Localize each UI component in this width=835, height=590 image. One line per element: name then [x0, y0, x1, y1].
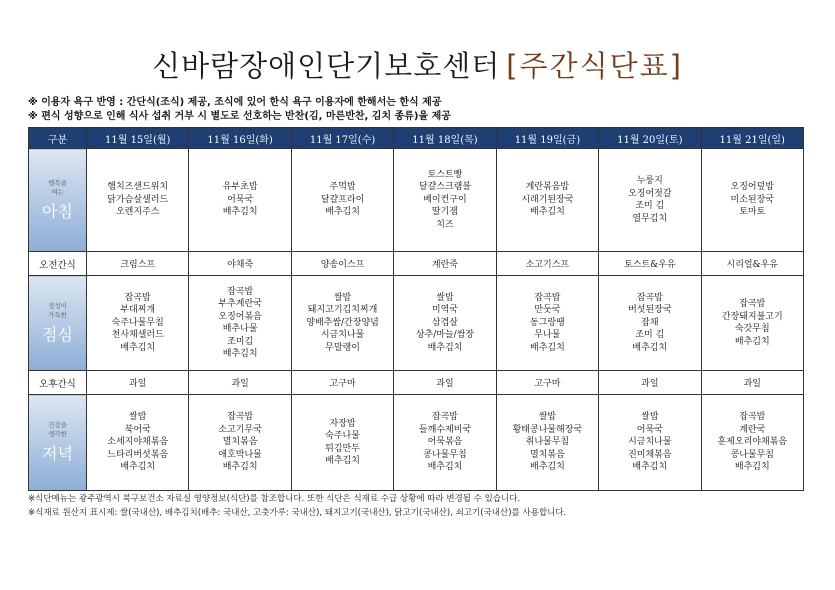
page-title: [0, 44, 835, 85]
menu-cell: [394, 395, 496, 491]
menu-item: 버섯된장국: [628, 305, 672, 316]
menu-item: 주먹밥: [329, 182, 356, 193]
menu-item: 자장밥: [329, 418, 356, 429]
snack-cell: 토스트&우유: [599, 252, 701, 276]
menu-item: 달걀스크램블: [418, 182, 472, 193]
menu-cell: [701, 276, 803, 371]
header-row: [29, 128, 804, 149]
menu-item: 황태콩나물해장국: [512, 424, 583, 435]
menu-item: 배추나물: [222, 324, 258, 334]
menu-item: 잡곡밥: [227, 412, 254, 423]
menu-item: 쌀밥: [641, 412, 659, 423]
menu-item: 배추김치: [120, 462, 156, 473]
menu-item: 튀김만두: [325, 443, 360, 454]
pm-snack-row: [29, 371, 804, 395]
menu-item: 열무김치: [632, 213, 668, 224]
menu-item: 미역국: [431, 305, 459, 316]
label-caption: 가득한: [48, 310, 67, 319]
center-name: 신바람장애인단기보호센터: [152, 49, 501, 83]
menu-item: 숙주나물: [325, 431, 360, 441]
menu-item: 배추김치: [632, 342, 668, 353]
snack-cell: 고구마: [496, 371, 598, 395]
menu-item: 치즈: [436, 219, 454, 230]
menu-item: 잡곡밥: [636, 292, 663, 303]
am-snack-row: [29, 252, 804, 276]
menu-item: 닭가슴살샐러드: [107, 194, 169, 205]
dinner-label: 저녁: [42, 444, 73, 463]
menu-item: 무나물: [534, 330, 561, 341]
dinner-row: [29, 395, 804, 491]
snack-cell: 고구마: [291, 371, 393, 395]
snack-cell: 과일: [394, 371, 496, 395]
menu-cell: [291, 149, 393, 252]
menu-item: 어묵국: [636, 424, 663, 435]
snack-cell: 과일: [701, 371, 803, 395]
menu-cell: [87, 276, 189, 371]
menu-item: 돼지고기김치찌개: [307, 305, 378, 316]
menu-item: 어묵국: [227, 194, 254, 205]
menu-item: 잡곡밥: [739, 299, 766, 309]
menu-item: 조미 김: [635, 201, 665, 211]
weekly-menu-title: [주간식단표]: [506, 49, 683, 83]
menu-cell: [189, 276, 291, 371]
menu-cell: [189, 149, 291, 252]
snack-cell: 양송이스프: [291, 252, 393, 276]
footnote-line: ※식재료 원산지 표시제: 쌀(국내산), 배추김치(배추: 국내산, 고춧가루: 국내산), 돼지고기(국내산), 닭고기(국내산), 쇠고기(국내산)를 사용합니다.: [28, 508, 567, 518]
menu-item: 들깨수제비국: [418, 424, 472, 435]
menu-item: 잡곡밥: [534, 292, 561, 303]
menu-item: 쌀밥: [538, 412, 557, 423]
header-day: 11월 20일(토): [599, 128, 701, 149]
menu-item: 양배추쌈/간장양념: [306, 317, 379, 328]
label-caption: 여는: [51, 187, 64, 196]
menu-item: 배추김치: [734, 462, 770, 473]
lunch-row: [29, 276, 804, 371]
menu-item: 토스트빵: [427, 169, 463, 180]
menu-item: 콩나물무침: [423, 449, 467, 460]
footnotes: [28, 492, 566, 520]
menu-cell: [291, 276, 393, 371]
menu-item: 오징어볶음: [218, 311, 262, 322]
menu-item: 배추김치: [734, 336, 770, 347]
menu-cell: [87, 149, 189, 252]
menu-item: 시래기된장국: [521, 194, 574, 205]
menu-cell: [599, 395, 701, 491]
am-snack-label: 오전간식: [29, 252, 87, 276]
menu-cell: [701, 149, 803, 252]
menu-item: 쌀밥: [436, 292, 454, 303]
weekly-menu-table: [28, 127, 804, 491]
menu-item: 딸기잼: [431, 207, 459, 218]
menu-item: 토마토: [739, 207, 766, 218]
menu-item: 조미 김: [635, 330, 665, 341]
menu-item: 취나물무침: [525, 437, 570, 448]
menu-item: 동그랑땡: [530, 317, 565, 328]
menu-item: 조미김: [227, 336, 254, 347]
snack-cell: 과일: [189, 371, 291, 395]
snack-cell: 야채죽: [189, 252, 291, 276]
menu-item: 달걀프라이: [320, 194, 365, 205]
menu-item: 만둣국: [534, 305, 561, 316]
menu-cell: [496, 395, 598, 491]
menu-item: 멸치볶음: [530, 449, 565, 460]
label-caption: 정성이: [48, 301, 67, 310]
menu-cell: [87, 395, 189, 491]
snack-cell: 시리얼&우유: [701, 252, 803, 276]
menu-item: 계란국: [739, 424, 766, 435]
menu-item: 느타리버섯볶음: [107, 449, 169, 460]
menu-item: 쌀밥: [333, 292, 352, 303]
menu-cell: [189, 395, 291, 491]
menu-item: 배추김치: [530, 342, 565, 353]
menu-item: 배추김치: [325, 456, 360, 466]
menu-item: 오징어젓갈: [628, 188, 672, 199]
menu-item: 소고기무국: [218, 424, 262, 435]
menu-item: 숙갓무침: [734, 324, 770, 334]
header-day: 11월 15일(월): [87, 128, 189, 149]
menu-item: 잡곡밥: [124, 292, 151, 303]
label-caption: 건강을: [48, 421, 67, 429]
menu-item: 배추김치: [222, 349, 258, 359]
menu-item: 베이컨구이: [423, 194, 467, 205]
menu-item: 오렌지주스: [115, 207, 160, 218]
menu-item: 배추김치: [325, 207, 360, 218]
menu-item: 훈제오리야채볶음: [717, 437, 788, 448]
menu-cell: [701, 395, 803, 491]
breakfast-row: [29, 149, 804, 252]
footnote-line: ※식단메뉴는 광주광역시 북구보건소 자료실 영양정보(식단)를 참조합니다. 또한 식단은 식재료 수급 상황에 따라 변경될 수 있습니다.: [28, 494, 521, 504]
menu-item: 잡채: [641, 317, 659, 328]
menu-item: 진미채볶음: [628, 449, 672, 460]
menu-item: 배추김치: [222, 462, 258, 473]
header-day: 11월 21일(일): [701, 128, 803, 149]
pm-snack-label: 오후간식: [29, 371, 87, 395]
menu-item: 배추김치: [120, 342, 156, 353]
menu-item: 멸치볶음: [222, 437, 258, 448]
menu-item: 천사채샐러드: [111, 330, 164, 341]
header-day: 11월 18일(목): [394, 128, 496, 149]
snack-cell: 과일: [599, 371, 701, 395]
menu-item: 북어국: [124, 424, 151, 435]
menu-item: 무말랭이: [325, 342, 360, 353]
breakfast-label-cell: [29, 149, 87, 252]
menu-item: 쌀밥: [129, 412, 147, 423]
menu-item: 잡곡밥: [431, 412, 459, 423]
menu-item: 콩나물무침: [730, 449, 774, 460]
menu-cell: [599, 276, 701, 371]
menu-item: 배추김치: [222, 207, 258, 218]
menu-cell: [496, 276, 598, 371]
lunch-label-cell: [29, 276, 87, 371]
menu-cell: [394, 149, 496, 252]
note-line: ※ 편식 성향으로 인해 식사 섭취 거부 시 별도로 선호하는 반찬(김, 마른반찬, 김치 종류)을 제공: [28, 111, 451, 122]
menu-item: 배추김치: [427, 342, 463, 353]
menu-item: 부대찌개: [120, 305, 156, 316]
label-caption: 행복을: [48, 178, 67, 187]
header-day: 11월 16일(화): [189, 128, 291, 149]
menu-item: 유부초밥: [222, 182, 258, 193]
menu-item: 오징어덮밥: [730, 182, 774, 193]
menu-item: 잡곡밥: [227, 286, 254, 297]
header-day: 11월 19일(금): [496, 128, 598, 149]
menu-item: 배추김치: [632, 462, 668, 473]
menu-item: 계란볶음밥: [525, 182, 570, 193]
menu-item: 애호박나물: [218, 449, 262, 460]
menu-cell: [394, 276, 496, 371]
menu-item: 미소된장국: [730, 194, 774, 205]
menu-cell: [291, 395, 393, 491]
snack-cell: 크림스프: [87, 252, 189, 276]
breakfast-label: 아침: [42, 201, 73, 221]
header-day: 11월 17일(수): [291, 128, 393, 149]
menu-item: 잡곡밥: [739, 412, 766, 423]
menu-item: 누룽지: [636, 176, 663, 186]
menu-item: 간장돼지불고기: [721, 311, 783, 322]
menu-cell: [599, 149, 701, 252]
menu-item: 소세지야채볶음: [107, 437, 169, 448]
menu-item: 배추김치: [530, 462, 565, 473]
menu-item: 숙주나물무침: [111, 317, 164, 328]
header-gubun: 구분: [29, 128, 87, 149]
snack-cell: 소고기스프: [496, 252, 598, 276]
menu-item: 어묵볶음: [427, 437, 463, 448]
menu-item: 시금치나물: [628, 437, 672, 448]
dinner-label-cell: [29, 395, 87, 491]
label-caption: 생각한: [48, 430, 67, 438]
menu-item: 배추김치: [427, 462, 463, 473]
menu-item: 상추/마늘/쌈장: [415, 330, 475, 341]
snack-cell: 과일: [87, 371, 189, 395]
notes: [28, 96, 451, 124]
note-line: ※ 이용자 욕구 반영 : 간단식(조식) 제공, 조식에 있어 한식 욕구 이용자에 한해서는 한식 제공: [28, 97, 442, 108]
menu-item: 배추김치: [530, 207, 565, 218]
menu-item: 부추계란국: [218, 299, 262, 309]
menu-item: 햄치즈샌드위치: [107, 182, 169, 193]
menu-item: 시금치나물: [320, 330, 365, 341]
menu-cell: [496, 149, 598, 252]
snack-cell: 계란죽: [394, 252, 496, 276]
lunch-label: 점심: [42, 324, 73, 344]
menu-item: 삼겹살: [431, 317, 459, 328]
